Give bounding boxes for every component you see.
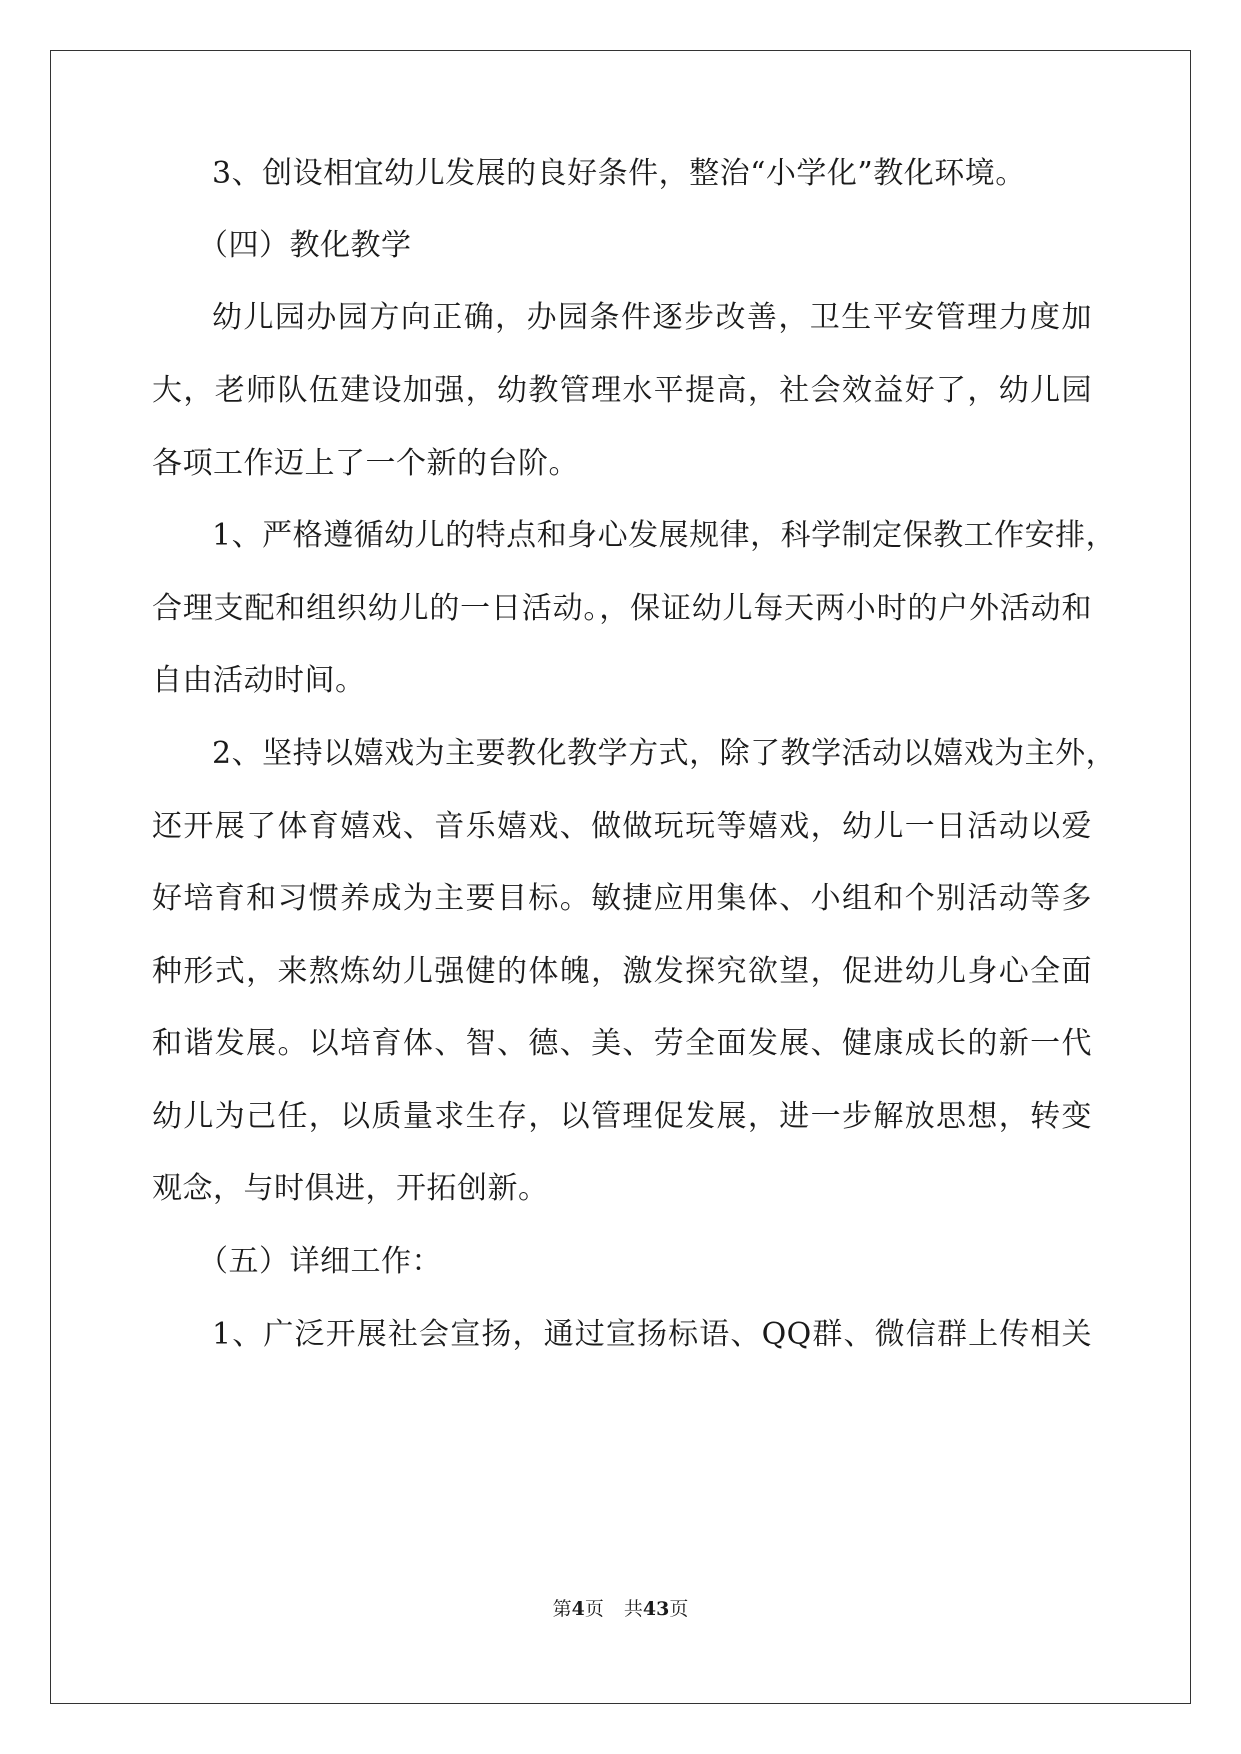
text-line: 自由活动时间。 [152, 663, 366, 698]
footer-page-prefix: 第 [552, 1598, 572, 1620]
text-line: 种形式，来熬炼幼儿强健的体魄，激发探究欲望，促进幼儿身心全面 [152, 954, 1092, 989]
footer-page-number: 4 [571, 1598, 585, 1620]
footer-total-suffix: 页 [669, 1598, 689, 1620]
page-footer [0, 1597, 1241, 1621]
text-line: 合理支配和组织幼儿的一日活动。，保证幼儿每天两小时的户外活动和 [152, 591, 1092, 626]
text-line: 1、广泛开展社会宣扬，通过宣扬标语、QQ群、微信群上传相关 [212, 1317, 1092, 1352]
text-line: 3、创设相宜幼儿发展的良好条件，整治“小学化”教化环境。 [212, 156, 1026, 191]
footer-page-suffix: 页 [584, 1598, 604, 1620]
text-line: 2、坚持以嬉戏为主要教化教学方式，除了教学活动以嬉戏为主外， [212, 736, 1117, 771]
text-line: 1、严格遵循幼儿的特点和身心发展规律，科学制定保教工作安排， [212, 518, 1117, 553]
footer-total-prefix: 共 [623, 1598, 643, 1620]
text-line: 和谐发展。以培育体、智、德、美、劳全面发展、健康成长的新一代 [152, 1026, 1092, 1061]
text-line: 还开展了体育嬉戏、音乐嬉戏、做做玩玩等嬉戏，幼儿一日活动以爱 [152, 809, 1092, 844]
footer-total-pages: 43 [642, 1598, 670, 1620]
text-line: 观念，与时俱进，开拓创新。 [152, 1171, 549, 1206]
text-line: 各项工作迈上了一个新的台阶。 [152, 446, 579, 481]
section-heading: （四）教化教学 [198, 228, 412, 263]
text-line: 幼儿园办园方向正确，办园条件逐步改善，卫生平安管理力度加 [212, 300, 1092, 335]
text-line: 好培育和习惯养成为主要目标。敏捷应用集体、小组和个别活动等多 [152, 881, 1092, 916]
text-line: 幼儿为己任，以质量求生存，以管理促发展，进一步解放思想，转变 [152, 1099, 1092, 1134]
text-line: 大，老师队伍建设加强，幼教管理水平提高，社会效益好了，幼儿园 [152, 373, 1092, 408]
section-heading: （五）详细工作： [198, 1244, 442, 1279]
